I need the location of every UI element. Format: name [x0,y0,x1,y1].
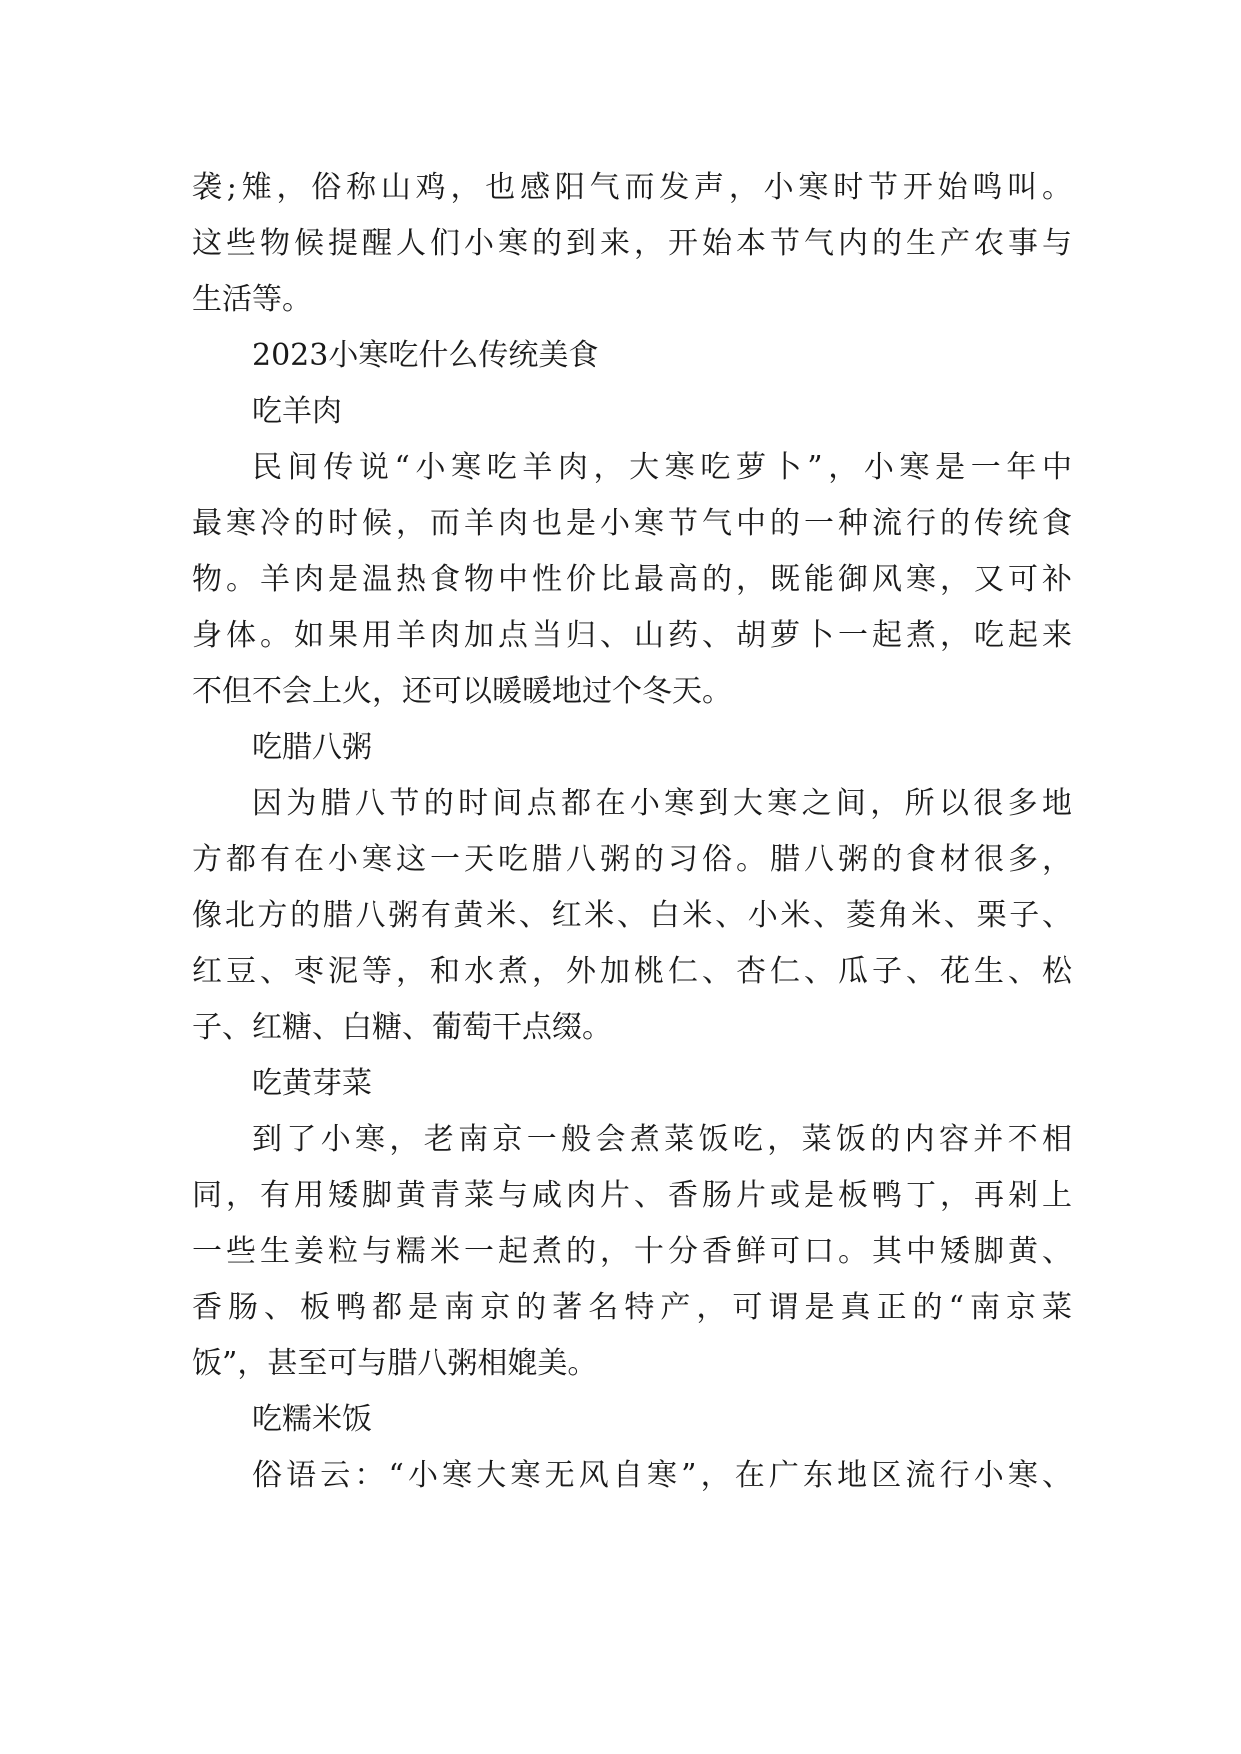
paragraph-laba-line-5: 子、红糖、白糖、葡萄干点缀。 [192,1010,612,1045]
paragraph-mutton-line-5: 不但不会上火，还可以暖暖地过个冬天。 [192,674,732,709]
paragraph-laba-line-2: 方都有在小寒这一天吃腊八粥的习俗。腊八粥的食材很多， [192,842,1072,877]
text-line-1: 袭;雉，俗称山鸡，也感阳气而发声，小寒时节开始鸣叫。 [192,170,1072,205]
paragraph-laba-line-1: 因为腊八节的时间点都在小寒到大寒之间，所以很多地 [252,786,1072,821]
heading-huangya-cabbage: 吃黄芽菜 [252,1066,372,1101]
text-line-2: 这些物候提醒人们小寒的到来，开始本节气内的生产农事与 [192,226,1072,261]
paragraph-cabbage-line-4: 香肠、板鸭都是南京的著名特产，可谓是真正的“南京菜 [192,1290,1072,1325]
paragraph-cabbage-line-1: 到了小寒，老南京一般会煮菜饭吃，菜饭的内容并不相 [252,1122,1072,1157]
section-title: 2023小寒吃什么传统美食 [252,338,599,373]
document-body [192,160,1072,1504]
paragraph-cabbage-line-5: 饭”，甚至可与腊八粥相媲美。 [192,1346,598,1381]
paragraph-laba-line-3: 像北方的腊八粥有黄米、红米、白米、小米、菱角米、栗子、 [192,898,1072,933]
heading-laba-porridge: 吃腊八粥 [252,730,372,765]
heading-glutinous-rice: 吃糯米饭 [252,1402,372,1437]
paragraph-rice-line-1: 俗语云：“小寒大寒无风自寒”，在广东地区流行小寒、 [252,1458,1072,1493]
text-line-3: 生活等。 [192,282,312,317]
paragraph-mutton-line-2: 最寒冷的时候，而羊肉也是小寒节气中的一种流行的传统食 [192,506,1072,541]
paragraph-mutton-line-4: 身体。如果用羊肉加点当归、山药、胡萝卜一起煮，吃起来 [192,618,1072,653]
heading-mutton: 吃羊肉 [252,394,342,429]
paragraph-mutton-line-3: 物。羊肉是温热食物中性价比最高的，既能御风寒，又可补 [192,562,1072,597]
paragraph-laba-line-4: 红豆、枣泥等，和水煮，外加桃仁、杏仁、瓜子、花生、松 [192,954,1072,989]
paragraph-cabbage-line-3: 一些生姜粒与糯米一起煮的，十分香鲜可口。其中矮脚黄、 [192,1234,1072,1269]
paragraph-cabbage-line-2: 同，有用矮脚黄青菜与咸肉片、香肠片或是板鸭丁，再剁上 [192,1178,1072,1213]
paragraph-mutton-line-1: 民间传说“小寒吃羊肉，大寒吃萝卜”，小寒是一年中 [252,450,1072,485]
